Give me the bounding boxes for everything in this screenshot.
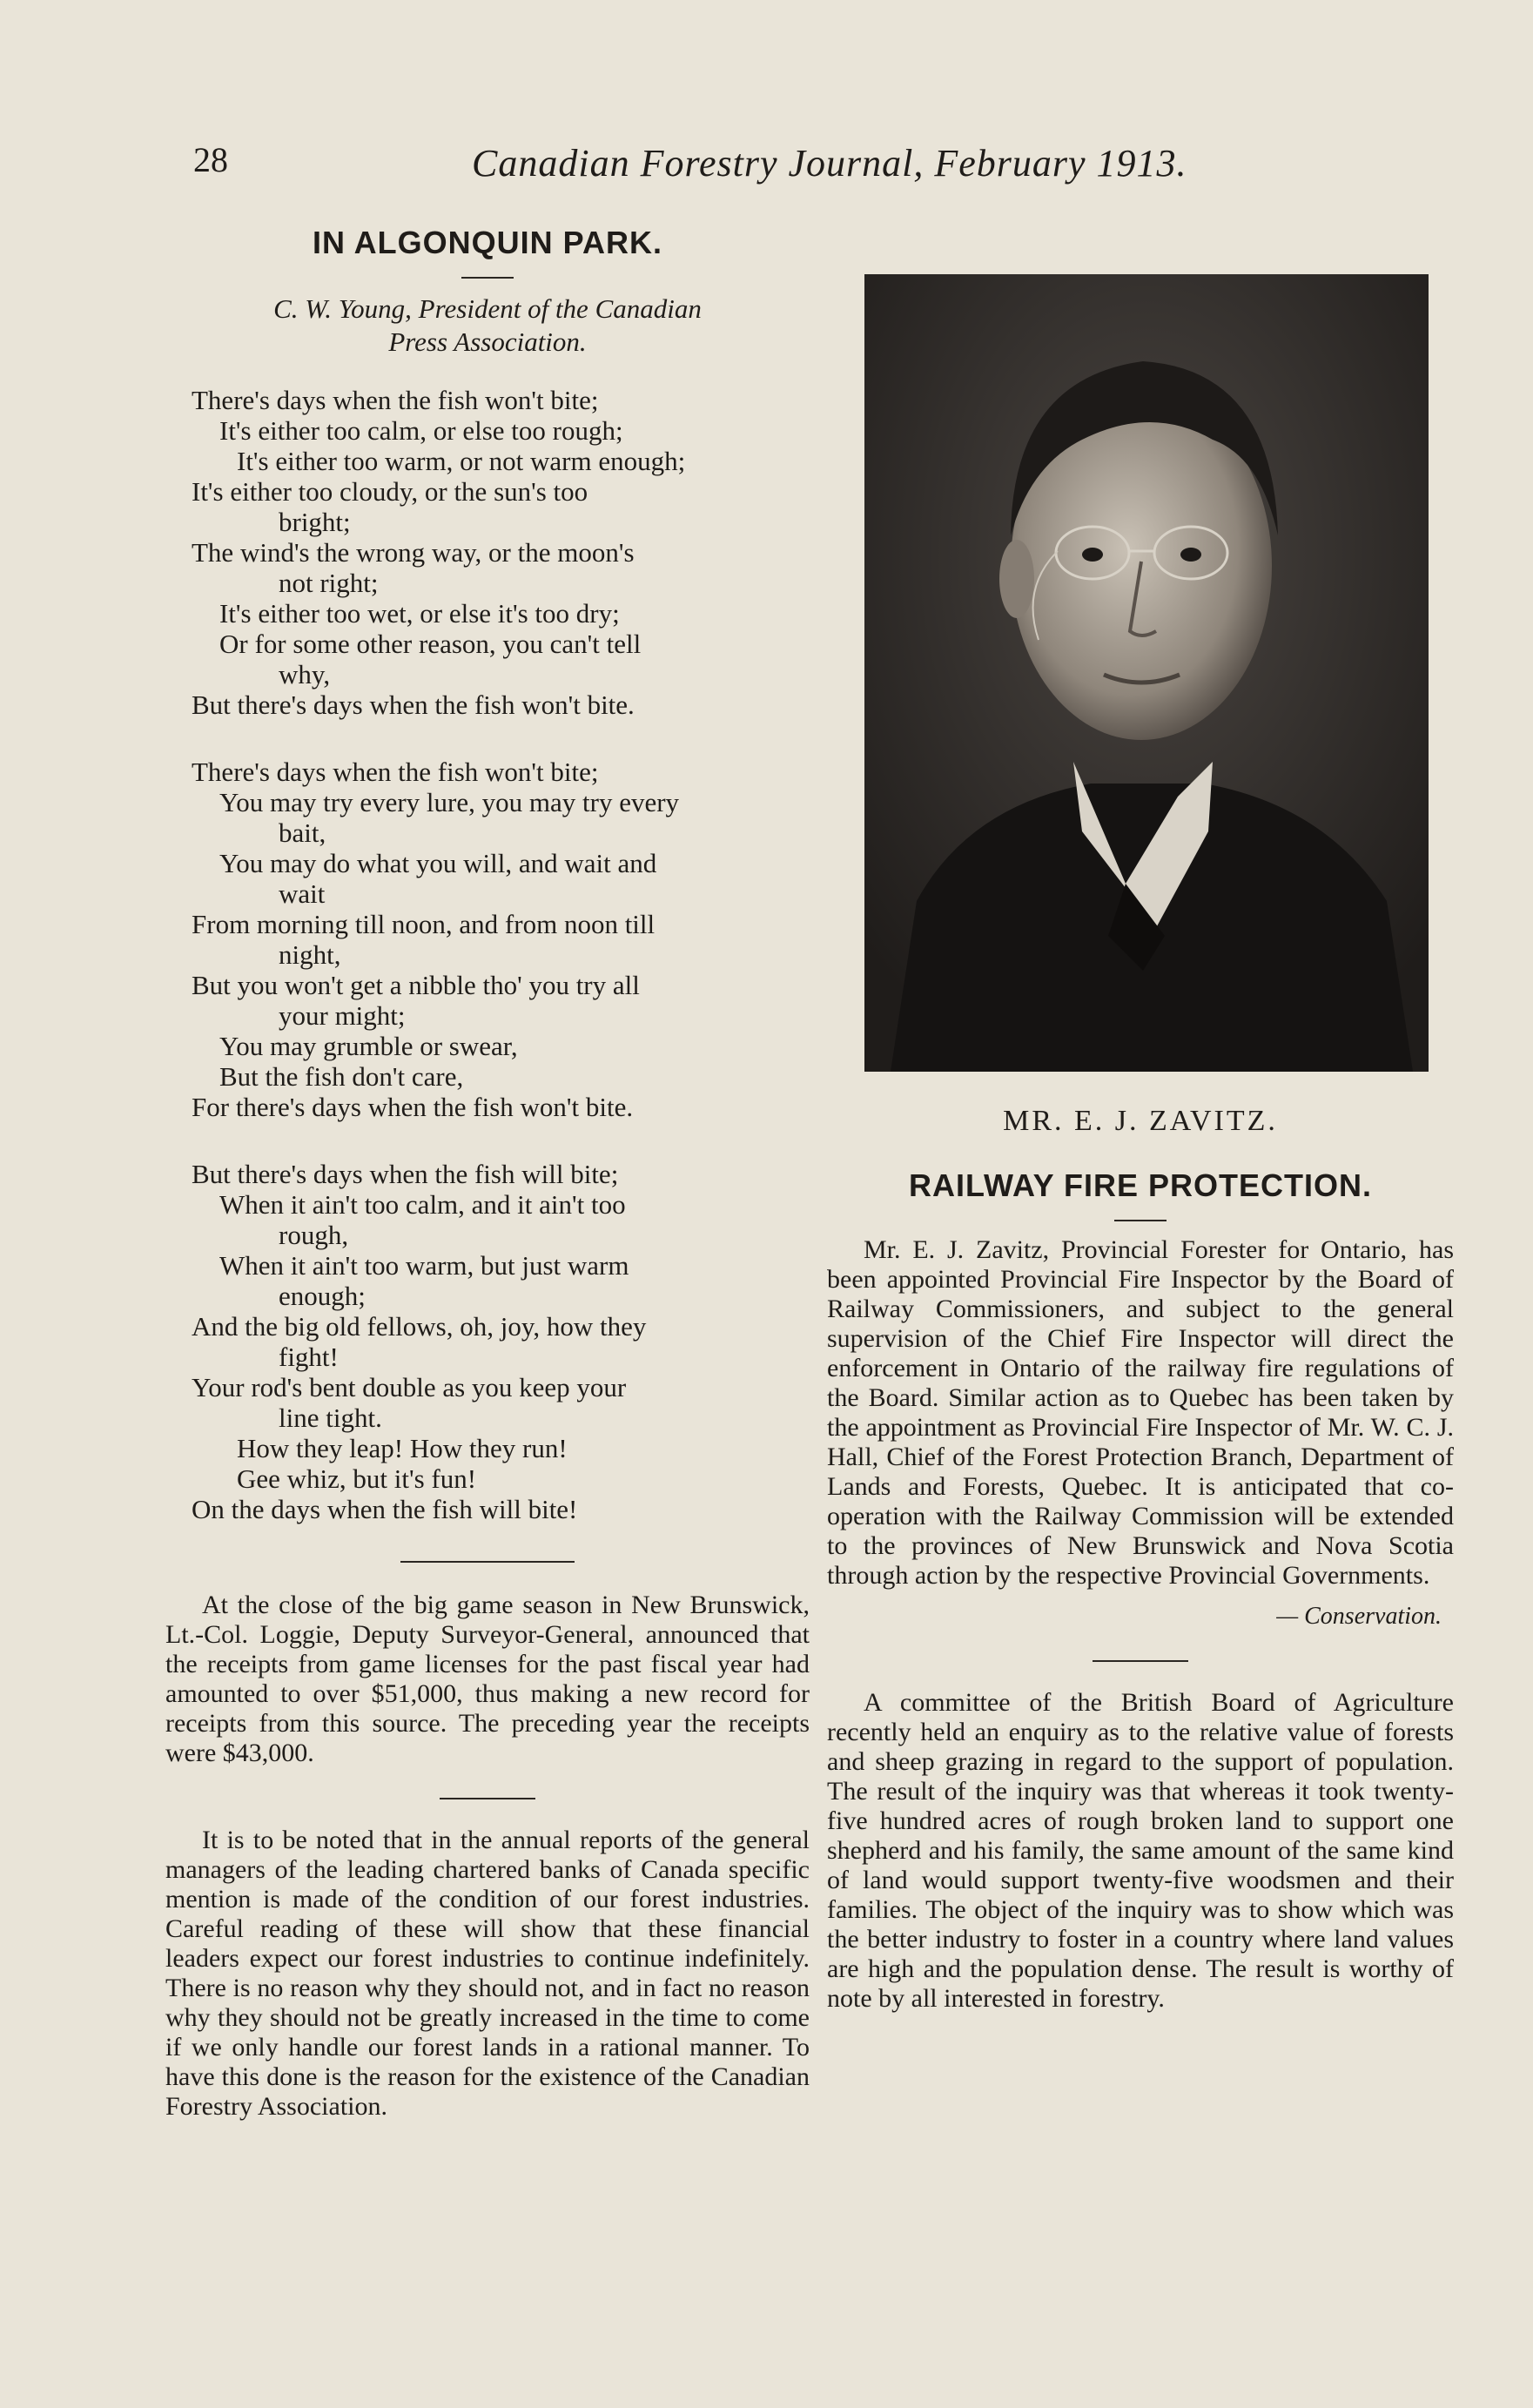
source-credit: — Conservation. <box>1276 1603 1442 1630</box>
game-licenses-paragraph: At the close of the big game season in New Brunswick, Lt.-Col. Loggie, Deputy Surveyor-General, announced that the receipts from game licenses for the past fiscal year had amounted to over $51,000, thus making a new record for receipts from this source. The preceding year the receipts were $43,000. <box>165 1591 810 1767</box>
verse-line: It's either too cloudy, or the sun's too <box>192 476 588 507</box>
verse-line: You may grumble or swear, <box>219 1031 518 1061</box>
verse-line: And the big old fellows, oh, joy, how they <box>192 1311 647 1342</box>
poem-stanza-2 <box>165 757 810 1122</box>
verse-line: It's either too calm, or else too rough; <box>219 415 623 446</box>
poem-title: IN ALGONQUIN PARK. <box>313 225 662 260</box>
verse-line: not right; <box>279 568 379 598</box>
verse-line: But there's days when the fish won't bite. <box>192 689 635 720</box>
verse-line: From morning till noon, and from noon till <box>192 909 656 939</box>
title-rule <box>461 277 514 279</box>
photo-caption: MR. E. J. ZAVITZ. <box>1003 1105 1278 1137</box>
left-column <box>165 225 810 2122</box>
verse-line: It's either too wet, or else it's too dry; <box>219 598 620 629</box>
portrait-photo <box>864 274 1429 1072</box>
page-header <box>193 139 1194 192</box>
railway-paragraph: Mr. E. J. Zavitz, Provincial Forester for Ontario, has been appointed Provincial Fire Inspector by the Board of Railway Commissioners, and subject to the general supervision of the Chief Fire Inspector will direct the enforcement in Ontario of the railway fire regulations of the Board. Similar action as to Quebec has been taken by the appointment as Provincial Fire Inspector of Mr. W. C. J. Hall, Chief of the Forest Protection Branch, Department of Lands and Forests, Quebec. It is anticipated that co-operation with the Railway Commission will be extended to the provinces of New Brunswick and Nova Scotia through action by the respective Provincial Governments. <box>827 1235 1454 1590</box>
byline-line: C. W. Young, President of the Canadian <box>273 293 702 324</box>
verse-line: When it ain't too calm, and it ain't too <box>219 1189 626 1220</box>
railway-title: RAILWAY FIRE PROTECTION. <box>908 1167 1373 1203</box>
verse-line: wait <box>279 878 326 909</box>
verse-line: rough, <box>279 1220 349 1250</box>
verse-line: bright; <box>279 507 351 537</box>
section-divider <box>400 1561 575 1563</box>
title-rule <box>1114 1220 1167 1221</box>
verse-line: When it ain't too warm, but just warm <box>219 1250 629 1281</box>
verse-line: why, <box>279 659 331 689</box>
poem-stanza-1 <box>165 385 810 720</box>
verse-line: But you won't get a nibble tho' you try all <box>192 970 640 1000</box>
section-divider <box>440 1798 535 1799</box>
verse-line: You may try every lure, you may try every <box>219 787 680 817</box>
byline-line: Press Association. <box>388 326 587 357</box>
verse-line: night, <box>279 939 341 970</box>
verse-line: How they leap! How they run! <box>237 1433 568 1463</box>
page-number: 28 <box>193 140 228 179</box>
section-divider <box>1093 1660 1188 1662</box>
verse-line: enough; <box>279 1281 366 1311</box>
verse-line: Gee whiz, but it's fun! <box>237 1463 477 1494</box>
verse-line: You may do what you will, and wait and <box>219 848 657 878</box>
verse-line: bait, <box>279 817 326 848</box>
verse-line: Your rod's bent double as you keep your <box>192 1372 627 1402</box>
journal-title: Canadian Forestry Journal, February 1913. <box>472 142 1187 185</box>
verse-line: your might; <box>279 1000 406 1031</box>
verse-line: There's days when the fish won't bite; <box>192 385 599 415</box>
poem-stanza-3 <box>165 1159 810 1524</box>
verse-line: But the fish don't care, <box>219 1061 464 1092</box>
right-column <box>827 261 1454 2014</box>
poem-byline <box>165 293 810 359</box>
portrait-illustration <box>864 274 1429 1072</box>
verse-line: Or for some other reason, you can't tell <box>219 629 642 659</box>
verse-line: It's either too warm, or not warm enough; <box>237 446 686 476</box>
committee-paragraph: A committee of the British Board of Agriculture recently held an enquiry as to the relative value of forests and sheep grazing in regard to the support of population. The result of the inquiry was that whereas it took twenty-five hundred acres of rough broken land to support one shepherd and his family, the same amount of the same kind of land would support twenty-five woodsmen and their families. The object of the inquiry was to show which was the better industry to foster in a country where land values are high and the population dense. The result is worthy of note by all interested in forestry. <box>827 1688 1454 2013</box>
verse-line: But there's days when the fish will bite; <box>192 1159 619 1189</box>
verse-line: The wind's the wrong way, or the moon's <box>192 537 635 568</box>
banks-paragraph: It is to be noted that in the annual reports of the general managers of the leading chartered banks of Canada specific mention is made of the condition of our forest industries. Careful reading of these will show that these financial leaders expect our forest industries to continue indefinitely. There is no reason why they should not, and in fact no reason why they should not be greatly increased in the time to come if we only handle our forest lands in a rational manner. To have this done is the reason for the existence of the Canadian Forestry Association. <box>165 1826 810 2121</box>
verse-line: For there's days when the fish won't bite. <box>192 1092 634 1122</box>
verse-line: On the days when the fish will bite! <box>192 1494 578 1524</box>
verse-line: fight! <box>279 1342 339 1372</box>
verse-line: There's days when the fish won't bite; <box>192 757 599 787</box>
verse-line: line tight. <box>279 1402 382 1433</box>
